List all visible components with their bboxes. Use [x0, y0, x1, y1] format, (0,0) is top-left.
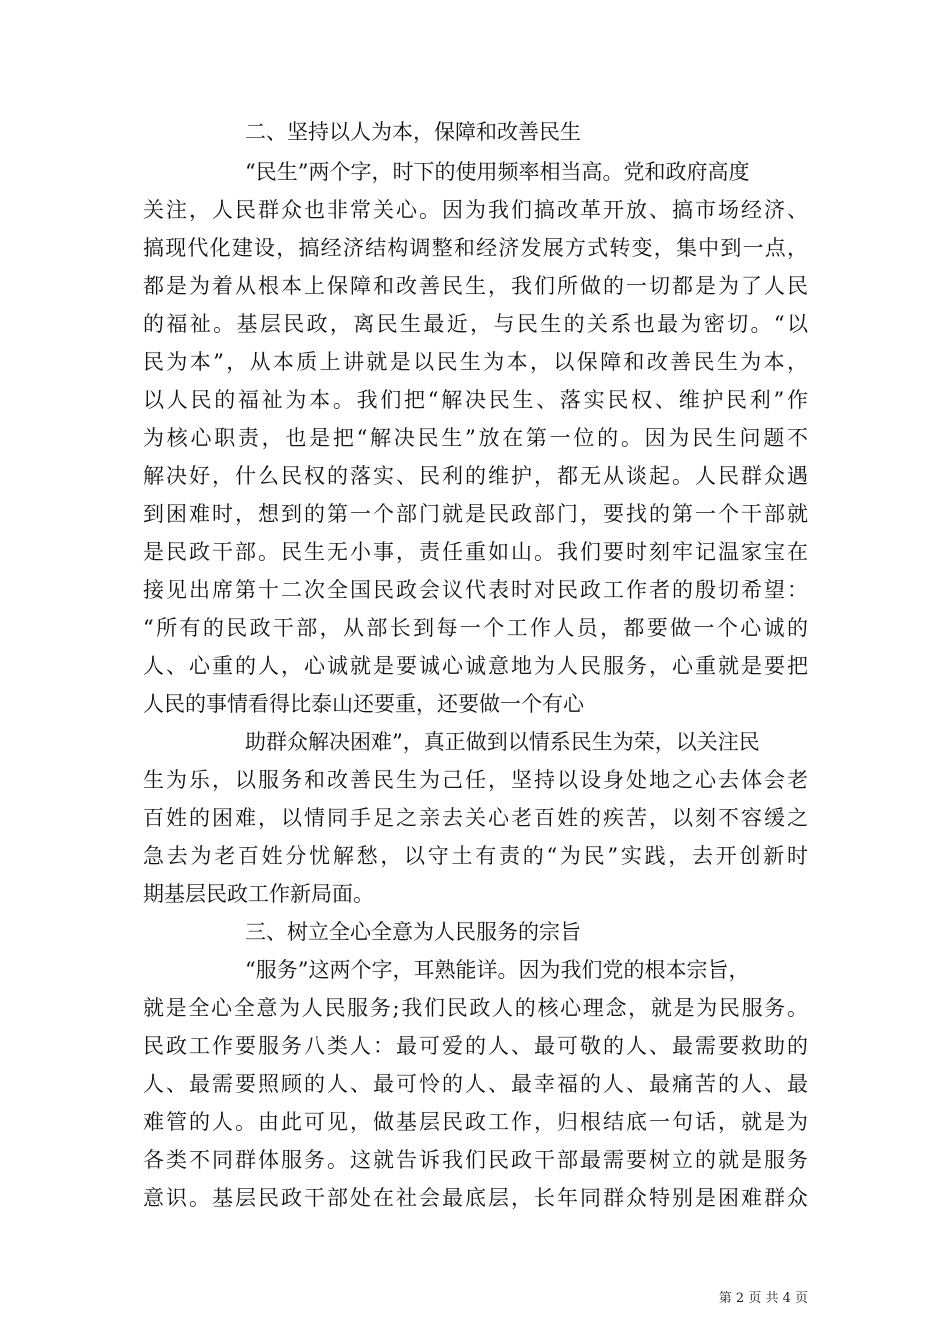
paragraph-line: 为核心职责，也是把“解决民生”放在第一位的。因为民生问题不: [143, 426, 808, 450]
paragraph-line: 以人民的福祉为本。我们把“解决民生、落实民权、维护民利”作: [143, 388, 808, 412]
paragraph-line: 关注，人民群众也非常关心。因为我们搞改革开放、搞市场经济、: [143, 198, 808, 222]
paragraph-line: 民为本”，从本质上讲就是以民生为本，以保障和改善民生为本，: [143, 350, 808, 374]
paragraph-line: 助群众解决困难”，真正做到以情系民生为荣，以关注民: [245, 730, 760, 754]
paragraph-line: 民政工作要服务八类人：最可爱的人、最可敬的人、最需要救助的: [143, 1034, 808, 1058]
section-heading: 二、坚持以人为本，保障和改善民生: [245, 120, 581, 144]
paragraph-line: 接见出席第十二次全国民政会议代表时对民政工作者的殷切希望：: [143, 578, 808, 602]
paragraph-line: 生为乐，以服务和改善民生为己任，坚持以设身处地之心去体会老: [143, 768, 808, 792]
paragraph-line: 搞现代化建设，搞经济结构调整和经济发展方式转变，集中到一点，: [143, 236, 808, 260]
paragraph-line: 是民政干部。民生无小事，责任重如山。我们要时刻牢记温家宝在: [143, 540, 808, 564]
paragraph-line: 百姓的困难，以情同手足之亲去关心老百姓的疾苦，以刻不容缓之: [143, 806, 808, 830]
paragraph-line: 意识。基层民政干部处在社会最底层，长年同群众特别是困难群众: [143, 1186, 808, 1210]
paragraph-line: “民生”两个字，时下的使用频率相当高。党和政府高度: [245, 160, 750, 184]
paragraph-line: 难管的人。由此可见，做基层民政工作，归根结底一句话，就是为: [143, 1110, 808, 1134]
paragraph-line: 解决好，什么民权的落实、民利的维护，都无从谈起。人民群众遇: [143, 464, 808, 488]
paragraph-line: 就是全心全意为人民服务;我们民政人的核心理念，就是为民服务。: [143, 996, 808, 1020]
paragraph-line: “所有的民政干部，从部长到每一个工作人员，都要做一个心诚的: [143, 616, 808, 640]
paragraph-line: 人、心重的人，心诚就是要诚心诚意地为人民服务，心重就是要把: [143, 654, 808, 678]
paragraph-line: 期基层民政工作新局面。: [143, 882, 374, 906]
paragraph-line: 都是为着从根本上保障和改善民生，我们所做的一切都是为了人民: [143, 274, 808, 298]
paragraph-line: 各类不同群体服务。这就告诉我们民政干部最需要树立的就是服务: [143, 1148, 808, 1172]
paragraph-line: 的福祉。基层民政，离民生最近，与民生的关系也最为密切。“以: [143, 312, 808, 336]
paragraph-line: “服务”这两个字，耳熟能详。因为我们党的根本宗旨，: [245, 958, 750, 982]
section-heading: 三、树立全心全意为人民服务的宗旨: [245, 920, 581, 944]
paragraph-line: 急去为老百姓分忧解愁，以守土有责的“为民”实践，去开创新时: [143, 844, 808, 868]
paragraph-line: 到困难时，想到的第一个部门就是民政部门，要找的第一个干部就: [143, 502, 808, 526]
page-number: 第 2 页 共 4 页: [718, 1291, 808, 1306]
paragraph-line: 人民的事情看得比泰山还要重，还要做一个有心: [143, 692, 584, 716]
paragraph-line: 人、最需要照顾的人、最可怜的人、最幸福的人、最痛苦的人、最: [143, 1072, 808, 1096]
